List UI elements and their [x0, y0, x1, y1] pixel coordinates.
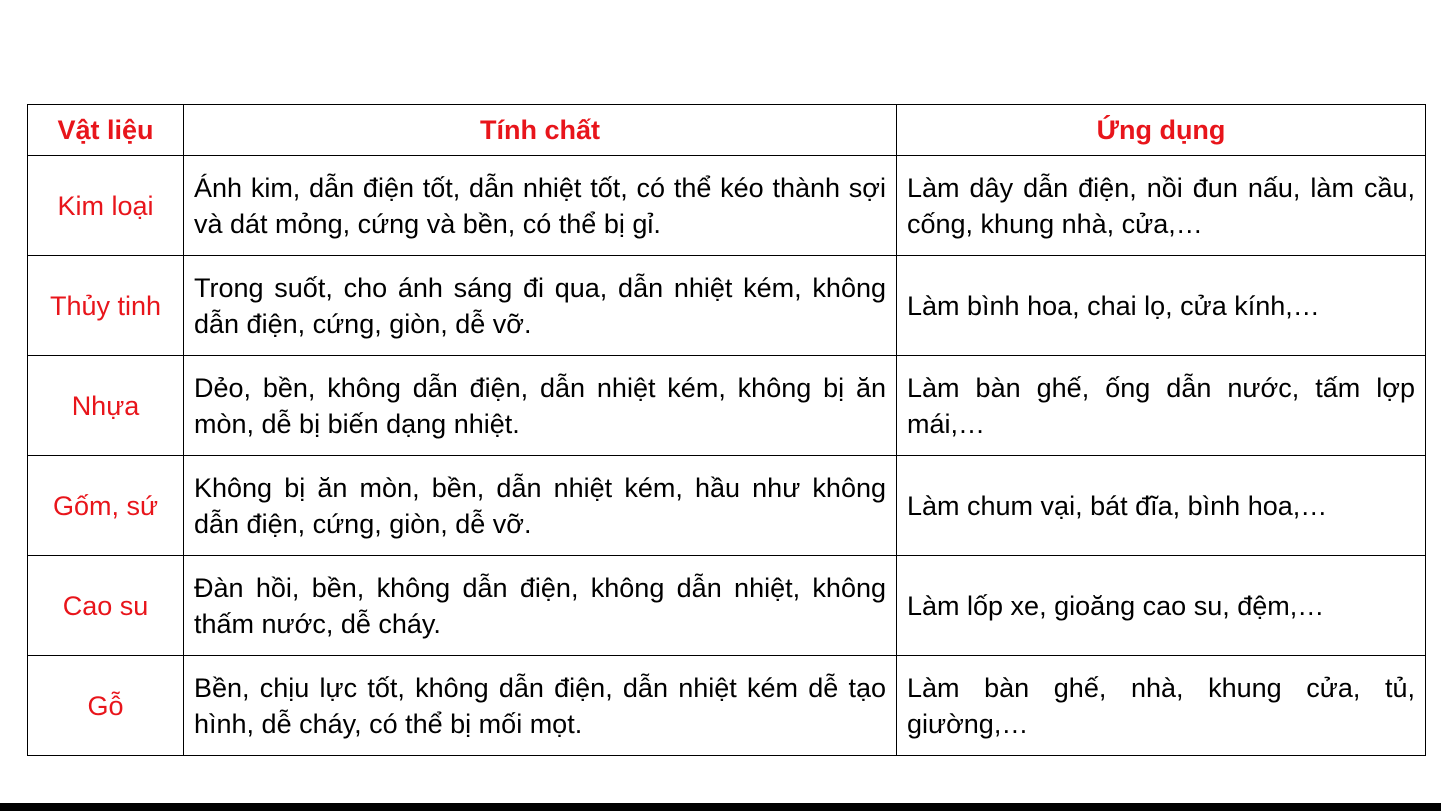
material-applications: Làm bình hoa, chai lọ, cửa kính,…	[897, 256, 1426, 356]
material-name: Nhựa	[28, 356, 184, 456]
slide-bottom-edge	[0, 803, 1441, 811]
header-applications: Ứng dụng	[897, 105, 1426, 156]
table-header-row	[28, 105, 1426, 156]
material-name: Gốm, sứ	[28, 456, 184, 556]
header-properties: Tính chất	[184, 105, 897, 156]
material-applications: Làm bàn ghế, ống dẫn nước, tấm lợp mái,…	[897, 356, 1426, 456]
material-applications: Làm lốp xe, gioăng cao su, đệm,…	[897, 556, 1426, 656]
material-name: Thủy tinh	[28, 256, 184, 356]
material-properties: Dẻo, bền, không dẫn điện, dẫn nhiệt kém, không bị ăn mòn, dễ bị biến dạng nhiệt.	[184, 356, 897, 456]
material-properties: Không bị ăn mòn, bền, dẫn nhiệt kém, hầu như không dẫn điện, cứng, giòn, dễ vỡ.	[184, 456, 897, 556]
material-name: Kim loại	[28, 156, 184, 256]
material-applications: Làm dây dẫn điện, nồi đun nấu, làm cầu, cống, khung nhà, cửa,…	[897, 156, 1426, 256]
material-name: Gỗ	[28, 656, 184, 756]
material-properties: Ánh kim, dẫn điện tốt, dẫn nhiệt tốt, có thể kéo thành sợi và dát mỏng, cứng và bền, có thể bị gỉ.	[184, 156, 897, 256]
table-row	[28, 156, 1426, 256]
materials-table	[27, 104, 1426, 756]
material-properties: Đàn hồi, bền, không dẫn điện, không dẫn nhiệt, không thấm nước, dễ cháy.	[184, 556, 897, 656]
material-properties: Bền, chịu lực tốt, không dẫn điện, dẫn nhiệt kém dễ tạo hình, dễ cháy, có thể bị mối mọt.	[184, 656, 897, 756]
material-properties: Trong suốt, cho ánh sáng đi qua, dẫn nhiệt kém, không dẫn điện, cứng, giòn, dễ vỡ.	[184, 256, 897, 356]
header-material: Vật liệu	[28, 105, 184, 156]
material-applications: Làm chum vại, bát đĩa, bình hoa,…	[897, 456, 1426, 556]
table-row	[28, 456, 1426, 556]
table-row	[28, 656, 1426, 756]
table-row	[28, 256, 1426, 356]
material-applications: Làm bàn ghế, nhà, khung cửa, tủ, giường,…	[897, 656, 1426, 756]
material-name: Cao su	[28, 556, 184, 656]
table-row	[28, 356, 1426, 456]
table-row	[28, 556, 1426, 656]
